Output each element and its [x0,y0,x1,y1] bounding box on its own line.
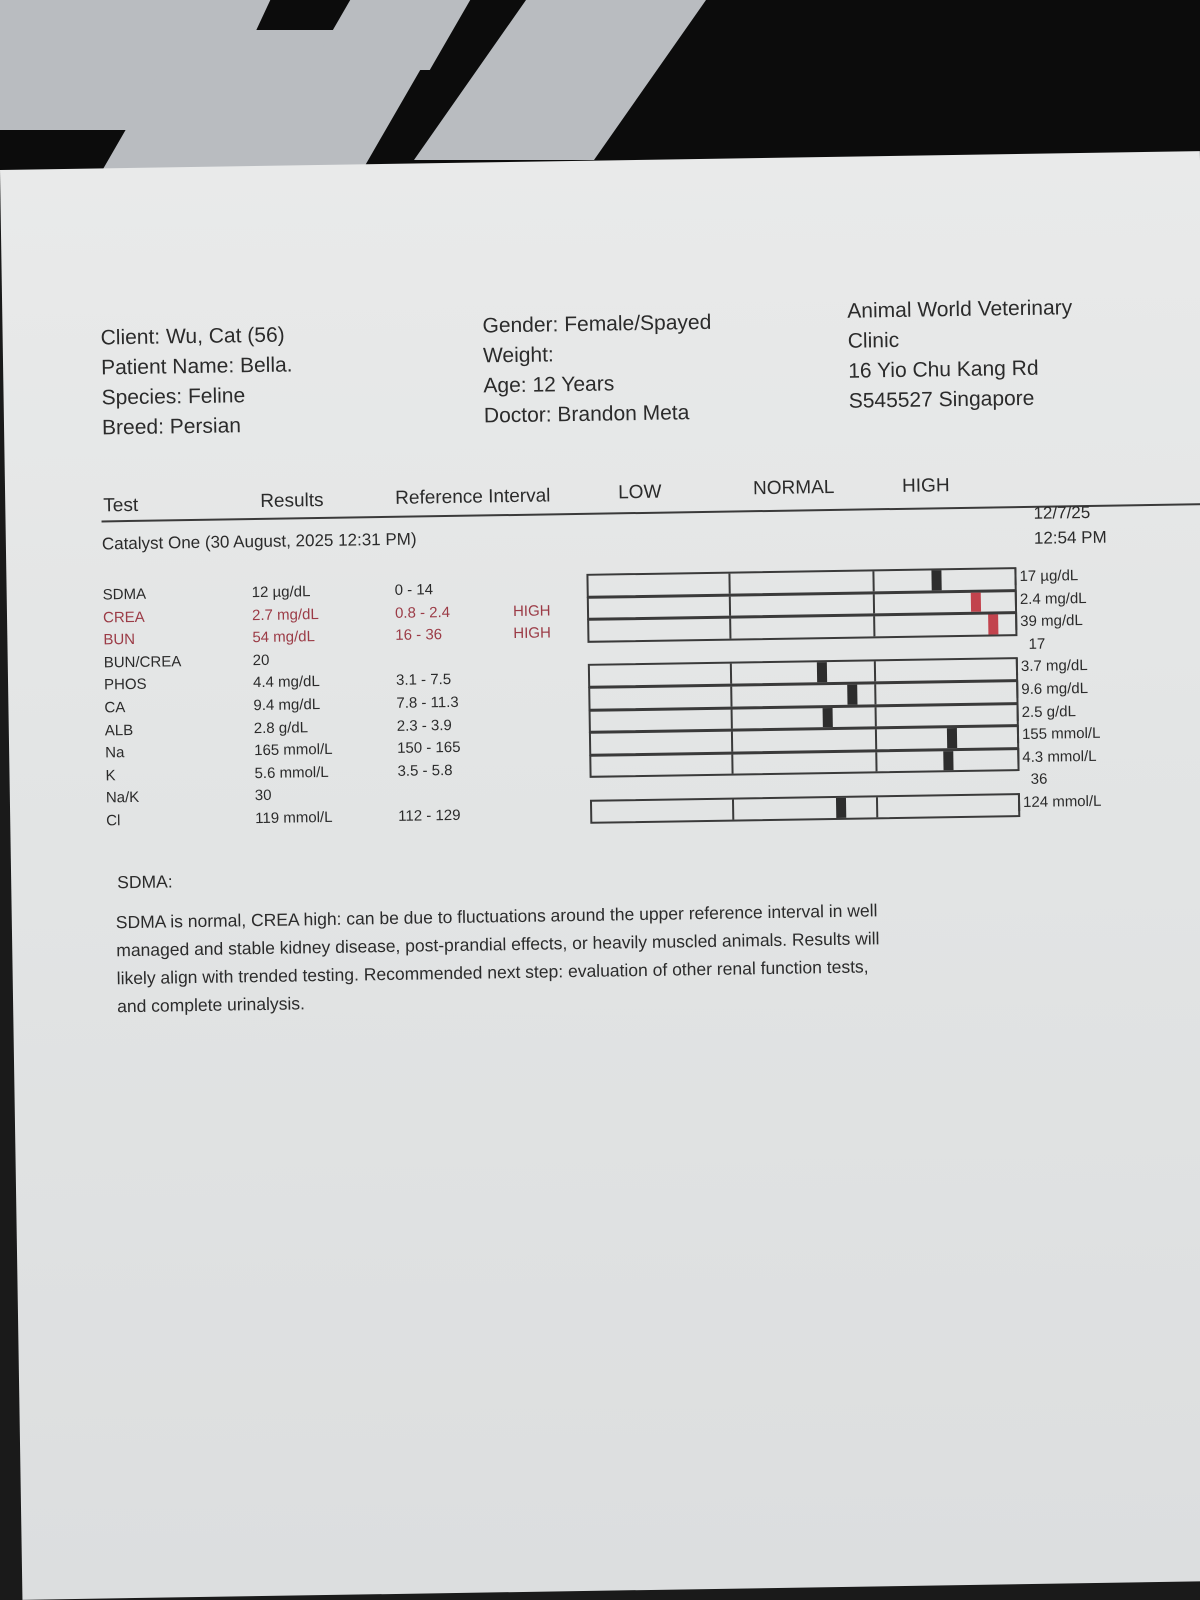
clinic-name-line2: Clinic [847,328,900,353]
test-name: PHOS [103,676,147,694]
background-pattern [310,0,470,70]
reference-interval: 7.8 - 11.3 [396,693,459,712]
range-divider [874,707,876,727]
test-name: CA [104,699,126,717]
test-result: 12 µg/dL [251,583,311,602]
result-level-marker [817,662,827,682]
col-header-test: Test [103,494,139,517]
reference-interval: 0.8 - 2.4 [394,603,451,622]
previous-result: 4.3 mmol/L [1017,748,1096,766]
test-result: 119 mmol/L [255,808,333,828]
result-flag: HIGH [513,624,551,643]
previous-result: 155 mmol/L [1017,725,1101,743]
range-divider [728,574,730,594]
comment-line: SDMA is normal, CREA high: can be due to fluctuations around the upper reference interval in well [115,900,878,933]
range-divider [730,709,732,729]
background-pattern [414,0,706,160]
previous-result: 17 µg/dL [1014,567,1078,585]
previous-result: 36 [1030,771,1048,789]
patient-info [482,308,713,432]
range-divider [732,800,734,820]
reference-interval: 150 - 165 [397,739,461,758]
reference-interval: 16 - 36 [395,626,443,645]
col-header-normal: NORMAL [752,476,835,500]
col-header-low: LOW [617,481,662,504]
reference-interval: 0 - 14 [394,581,434,599]
test-name: BUN/CREA [103,653,182,672]
test-result: 9.4 mg/dL [253,696,321,715]
previous-result: 39 mg/dL [1015,612,1083,630]
result-level-marker [943,751,953,771]
test-result: 54 mg/dL [252,628,316,647]
range-divider [729,596,731,616]
previous-date: 12/7/25 [1033,502,1091,523]
clinic-name-line1: Animal World Veterinary [847,296,1073,323]
previous-result: 9.6 mg/dL [1016,680,1088,698]
range-divider [731,732,733,752]
client-info [100,320,293,443]
test-result: 4.4 mg/dL [252,673,320,692]
range-divider [874,684,876,704]
result-level-marker [847,685,857,705]
test-result: 2.7 mg/dL [251,605,319,624]
comment-title: SDMA: [117,871,173,893]
range-divider [729,619,731,639]
weight-line: Weight: [482,343,554,368]
range-divider [731,754,733,774]
reference-interval: 112 - 129 [398,806,461,825]
test-name: K [105,767,116,785]
result-flag: HIGH [512,602,551,620]
patient-name-line: Patient Name: Bella. [100,353,293,380]
test-result: 165 mmol/L [254,741,333,760]
range-divider [730,664,732,684]
previous-result: 2.4 mg/dL [1015,590,1087,608]
breed-line: Breed: Persian [101,414,242,440]
reference-interval: 3.1 - 7.5 [395,671,452,690]
previous-time: 12:54 PM [1033,527,1107,548]
comment-body [116,896,881,1020]
gender-line: Gender: Female/Spayed [482,310,712,338]
range-divider [872,571,874,591]
result-level-marker [822,708,832,728]
test-name: Cl [106,812,121,830]
clinic-city: S545527 Singapore [848,386,1035,413]
comment-line: and complete urinalysis. [116,993,306,1017]
range-divider [875,752,877,772]
test-name: CREA [102,608,145,627]
test-name: SDMA [102,585,147,604]
result-level-marker [988,615,998,635]
result-level-marker [947,728,957,748]
range-divider [730,687,732,707]
test-name: BUN [103,631,136,649]
range-divider [874,662,876,682]
previous-result: 3.7 mg/dL [1016,657,1088,675]
range-divider [876,797,878,817]
test-result: 20 [252,651,270,669]
test-result: 30 [254,787,272,805]
result-level-marker [971,592,981,612]
age-line: Age: 12 Years [483,372,615,398]
test-result: 2.8 g/dL [253,718,309,737]
test-result: 5.6 mmol/L [254,763,329,782]
range-bar [590,793,1020,823]
result-level-marker [836,798,846,818]
previous-result: 124 mmol/L [1018,793,1102,811]
reference-interval: 2.3 - 3.9 [396,716,452,735]
col-header-results: Results [260,489,324,512]
run-label: Catalyst One (30 August, 2025 12:31 PM) [101,529,417,554]
test-name: ALB [104,721,134,740]
comment-line: likely align with trended testing. Recommended next step: evaluation of other renal function tests, [116,956,869,989]
test-name: Na [105,744,125,762]
species-line: Species: Feline [101,384,246,410]
previous-result: 17 [1028,635,1046,653]
test-name: Na/K [105,789,140,807]
doctor-line: Doctor: Brandon Meta [483,401,690,428]
range-divider [873,594,875,614]
reference-interval: 3.5 - 5.8 [397,761,453,780]
comment-line: managed and stable kidney disease, post-prandial effects, or heavily muscled animals. Results will [116,928,880,961]
col-header-high: HIGH [901,475,950,497]
result-level-marker [932,570,942,590]
lab-report-page [0,151,1200,1600]
previous-result: 2.5 g/dL [1017,703,1076,721]
clinic-address: 16 Yio Chu Kang Rd [848,356,1039,383]
range-divider [873,616,875,636]
col-header-reference: Reference Interval [395,485,551,509]
clinic-info [847,293,1074,417]
range-divider [875,729,877,749]
client-line: Client: Wu, Cat (56) [100,323,285,350]
